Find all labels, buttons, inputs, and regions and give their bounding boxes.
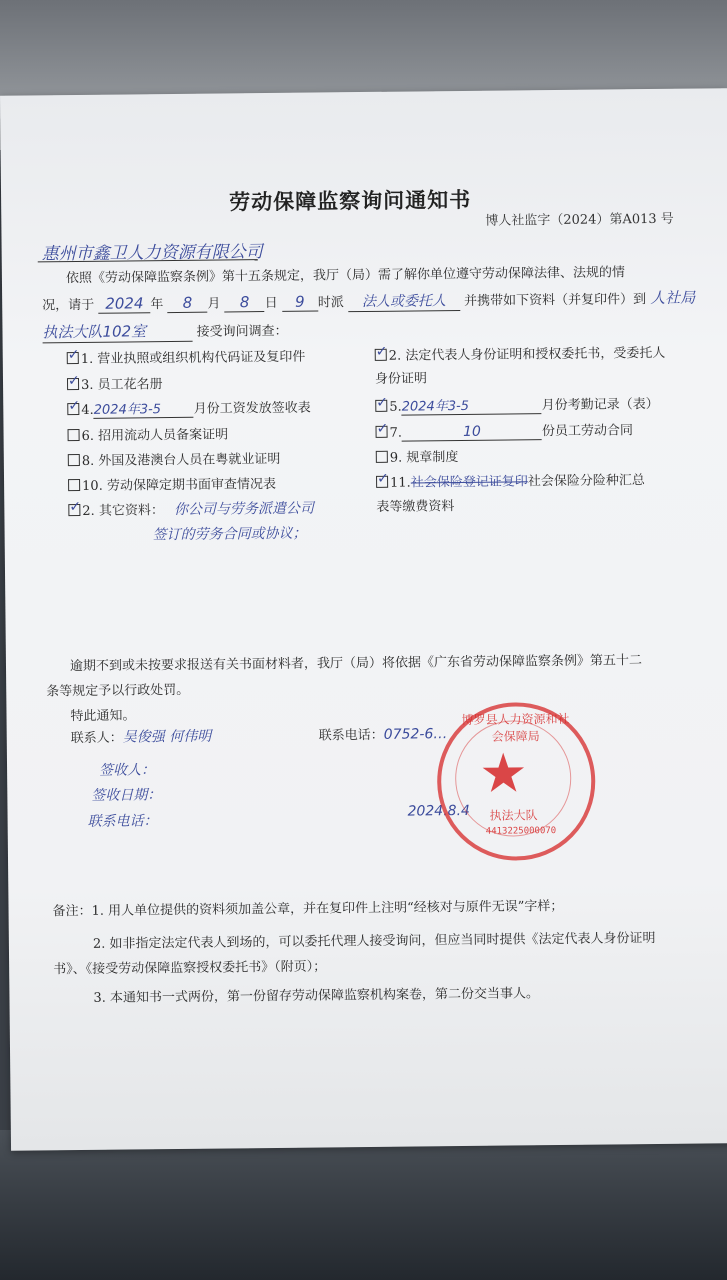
check-mark-icon: ✓ xyxy=(376,420,389,437)
item-11: ✓ 11.社会保险登记证复印社会保险分险种汇总 xyxy=(376,470,645,491)
year-value: 2024 xyxy=(98,294,150,314)
seal-text: 博罗县人力资源和社会保障局 xyxy=(461,711,570,744)
phone-line xyxy=(319,723,448,743)
check-mark-icon: ✓ xyxy=(375,343,388,360)
item-9 xyxy=(376,446,459,466)
penalty-line-2: 条等规定予以行政处罚。 xyxy=(46,682,190,700)
item-5: ✓ 5.2024年3-5 月份考勤记录（表） xyxy=(376,394,659,415)
month-label: 月 xyxy=(207,296,221,312)
item-1 xyxy=(67,346,306,367)
item-5-value: 2024年3-5 xyxy=(402,394,542,415)
checkbox-12 xyxy=(68,498,82,516)
employer-name: 惠州市鑫卫人力资源有限公司 xyxy=(41,242,263,265)
date-line xyxy=(42,287,695,316)
item-12-value-1: 你公司与劳务派遣公司 xyxy=(173,500,314,519)
hour-value: 9 xyxy=(282,292,318,311)
item-7-label: 份员工劳动合同 xyxy=(541,423,634,440)
item-3 xyxy=(67,373,163,393)
item-10-label: 10. 劳动保障定期书面审查情况表 xyxy=(82,476,276,494)
day-label: 日 xyxy=(264,295,278,312)
notice-document xyxy=(0,88,727,1151)
person-value: 法人或委托人 xyxy=(348,290,460,312)
item-7-value: 10 xyxy=(402,423,542,441)
contact-label: 联系人： xyxy=(70,730,123,747)
item-2-label: 2. 法定代表人身份证明和授权委托书，受委托人 xyxy=(388,345,666,364)
checkbox-3 xyxy=(67,372,80,390)
location-value-2: 执法大队102室 xyxy=(42,320,192,344)
remarks-2: 2. 如非指定法定代表人到场的，可以委托代理人接受询问，但应当同时提供《法定代表人身份证明 xyxy=(92,930,656,952)
star-icon: ★ xyxy=(478,741,528,805)
background-bottom xyxy=(0,1130,727,1280)
item-11-continued: 表等缴费资料 xyxy=(376,499,455,515)
item-4-value: 2024年3-5 xyxy=(94,398,194,419)
bring-text: 并携带如下资料（并复印件）到 xyxy=(464,292,647,309)
checkbox-6 xyxy=(68,429,80,441)
receiver-label: 签收人： xyxy=(99,762,156,779)
checkbox-8 xyxy=(68,454,80,466)
receiver-phone-label: 联系电话： xyxy=(87,813,158,830)
checkbox-4 xyxy=(67,397,81,415)
item-2-continued: 身份证明 xyxy=(374,371,428,387)
check-mark-icon: ✓ xyxy=(376,394,389,411)
hour-label: 时派 xyxy=(317,295,344,311)
phone-label: 联系电话： xyxy=(318,727,384,744)
item-4-label: 月份工资发放签收表 xyxy=(193,400,311,417)
item-3-label: 3. 员工花名册 xyxy=(80,377,163,393)
seal-bottom-text: 执法大队 xyxy=(489,808,538,823)
month-value: 8 xyxy=(167,294,207,313)
checkbox-9 xyxy=(376,451,388,463)
day-value: 8 xyxy=(225,293,265,312)
item-12 xyxy=(68,498,314,521)
sign-date: 2024.8.4 xyxy=(407,802,470,820)
official-seal xyxy=(436,702,596,862)
seal-code: 4413225000070 xyxy=(485,826,557,837)
item-6 xyxy=(67,423,228,444)
check-mark-icon: ✓ xyxy=(67,346,80,364)
item-8-label: 8. 外国及港澳台人员在粤就业证明 xyxy=(81,451,281,469)
location-line xyxy=(42,319,287,344)
location-value-1: 人社局 xyxy=(650,288,696,308)
item-11-label: 社会保险分险种汇总 xyxy=(527,473,645,490)
remarks-3: 3. 本通知书一式两份，第一份留存劳动保障监察机构案卷，第二份交当事人。 xyxy=(93,986,540,1006)
checkbox-10 xyxy=(68,479,80,491)
check-mark-icon: ✓ xyxy=(69,498,82,516)
item-10 xyxy=(68,473,276,494)
received-date-label: 签收日期： xyxy=(91,787,162,804)
phone-value: 0752-6… xyxy=(383,726,448,743)
intro-prefix: 况，请于 xyxy=(42,297,95,314)
checkbox-2 xyxy=(375,343,388,361)
year-label: 年 xyxy=(150,297,164,313)
checkbox-5 xyxy=(375,394,389,412)
checkbox-7 xyxy=(375,420,389,438)
remarks-2-continued: 书》、《接受劳动保障监察授权委托书》（附页）； xyxy=(53,959,327,978)
item-2 xyxy=(375,342,666,364)
item-1-label: 1. 营业执照或组织机构代码证及复印件 xyxy=(80,349,306,367)
accept-text: 接受询问调查： xyxy=(196,323,288,340)
check-mark-icon: ✓ xyxy=(67,372,80,390)
checkbox-11 xyxy=(376,470,389,488)
item-5-label: 月份考勤记录（表） xyxy=(541,396,659,414)
check-mark-icon: ✓ xyxy=(68,397,81,415)
document-number: 博人社监字（2024）第A013 号 xyxy=(485,211,674,229)
item-7: ✓ 7. 10 份员工劳动合同 xyxy=(376,420,634,441)
item-12-value-2: 签订的劳务合同或协议； xyxy=(152,525,307,544)
document-title: 劳动保障监察询问通知书 xyxy=(229,186,472,215)
checkbox-1 xyxy=(67,346,80,364)
item-11-struck: 社会保险登记证复印 xyxy=(410,474,528,491)
penalty-line-1: 逾期不到或未按要求报送有关书面材料者，我厅（局）将依据《广东省劳动保障监察条例》第五十二 xyxy=(69,653,643,675)
item-9-label: 9. 规章制度 xyxy=(389,450,459,466)
item-6-label: 6. 招用流动人员备案证明 xyxy=(81,427,229,444)
contact-line xyxy=(71,726,212,747)
notice-text: 特此通知。 xyxy=(70,708,136,725)
item-4: ✓ 4.2024年3-5 月份工资发放签收表 xyxy=(68,397,311,418)
remarks-1: 备注：1. 用人单位提供的资料须加盖公章，并在复印件上注明“经核对与原件无误”字样； xyxy=(52,898,564,920)
check-mark-icon: ✓ xyxy=(376,470,389,487)
item-8 xyxy=(68,448,281,469)
item-12-label: 2. 其它资料： xyxy=(82,503,164,519)
contact-names: 吴俊强 何伟明 xyxy=(122,728,212,746)
intro-paragraph: 依照《劳动保障监察条例》第十五条规定，我厅（局）需了解你单位遵守劳动保障法律、法规的情 xyxy=(65,265,626,287)
